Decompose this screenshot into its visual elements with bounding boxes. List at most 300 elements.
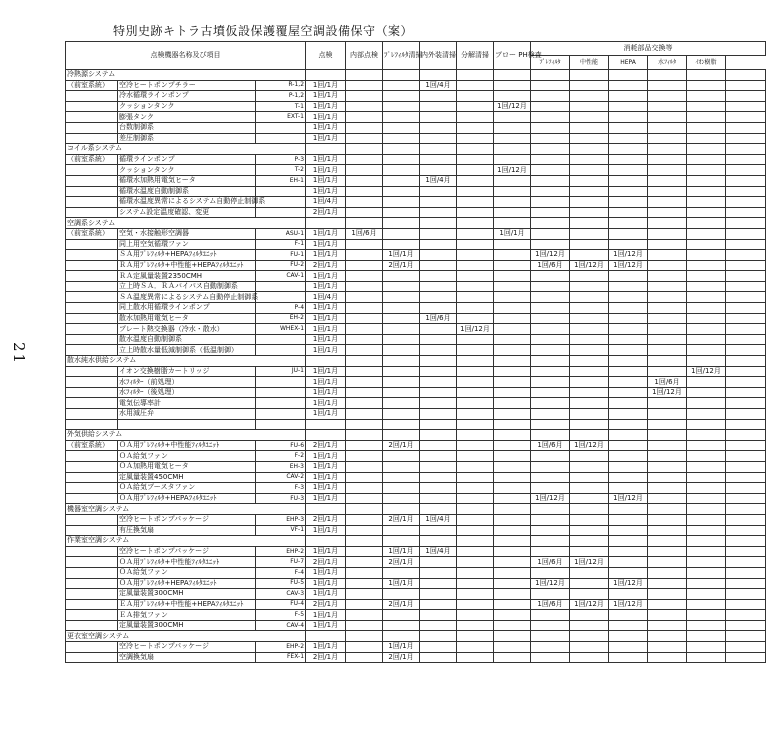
schedule-cell (420, 472, 457, 483)
schedule-cell (346, 175, 383, 186)
schedule-cell: 2回/1月 (383, 260, 420, 271)
schedule-cell (346, 525, 383, 536)
empty-cell (687, 430, 726, 441)
schedule-cell (648, 451, 687, 462)
schedule-cell (531, 546, 570, 557)
schedule-cell (457, 387, 494, 398)
item-label: 空調換気扇 (118, 652, 256, 663)
schedule-cell (570, 197, 609, 208)
schedule-cell (570, 483, 609, 494)
empty-cell (383, 536, 420, 547)
schedule-cell: 1回/12月 (531, 493, 570, 504)
schedule-cell: 2回/1月 (383, 652, 420, 663)
schedule-cell (494, 175, 531, 186)
table-row (66, 133, 766, 144)
schedule-cell (457, 271, 494, 282)
empty-cell (648, 144, 687, 155)
schedule-cell (494, 91, 531, 102)
empty-cell (494, 536, 531, 547)
schedule-cell (609, 101, 648, 112)
schedule-cell: 2回/1月 (306, 557, 346, 568)
empty-cell (531, 70, 570, 81)
schedule-cell (383, 80, 420, 91)
empty-cell (726, 281, 766, 292)
schedule-cell: 1回/4月 (420, 546, 457, 557)
schedule-cell (457, 525, 494, 536)
empty-cell (726, 101, 766, 112)
schedule-cell (383, 165, 420, 176)
item-label: 電気伝導率計 (118, 398, 256, 409)
schedule-cell (687, 228, 726, 239)
schedule-cell (494, 578, 531, 589)
item-label: ＳＡ用ﾌﾟﾚﾌｨﾙﾀ+HEPAﾌｨﾙﾀﾕﾆｯﾄ (118, 250, 256, 261)
item-code (256, 387, 306, 398)
table-row (66, 557, 766, 568)
schedule-cell (648, 366, 687, 377)
section-subtitle (66, 589, 118, 600)
schedule-cell (420, 250, 457, 261)
empty-cell (457, 430, 494, 441)
empty-cell (457, 70, 494, 81)
schedule-cell (306, 419, 346, 430)
schedule-cell (687, 377, 726, 388)
schedule-cell: 1回/1月 (306, 313, 346, 324)
item-label: ＯＡ用ﾌﾟﾚﾌｨﾙﾀ+HEPAﾌｨﾙﾀﾕﾆｯﾄ (118, 578, 256, 589)
section-subtitle (66, 165, 118, 176)
item-label: ＯＡ加熱用電気ヒータ (118, 461, 256, 472)
schedule-cell (648, 472, 687, 483)
schedule-cell (494, 525, 531, 536)
section-subtitle (66, 620, 118, 631)
empty-cell (306, 356, 346, 367)
schedule-cell (420, 366, 457, 377)
schedule-cell (420, 589, 457, 600)
schedule-cell: 2回/1月 (383, 514, 420, 525)
item-label: 有圧換気扇 (118, 525, 256, 536)
empty-cell (494, 144, 531, 155)
schedule-cell (383, 483, 420, 494)
schedule-cell (420, 409, 457, 420)
item-label: ＲＡ定風量装置2350CMH (118, 271, 256, 282)
schedule-cell (346, 599, 383, 610)
table-row (66, 578, 766, 589)
item-code: FEX-1 (256, 652, 306, 663)
empty-cell (726, 154, 766, 165)
schedule-cell (609, 186, 648, 197)
empty-cell (609, 631, 648, 642)
empty-cell (457, 144, 494, 155)
section-subtitle (66, 546, 118, 557)
schedule-cell (383, 620, 420, 631)
schedule-cell (570, 122, 609, 133)
schedule-cell (346, 652, 383, 663)
schedule-cell (346, 292, 383, 303)
schedule-cell (494, 652, 531, 663)
item-code: FU-6 (256, 440, 306, 451)
schedule-cell (494, 366, 531, 377)
schedule-cell (609, 567, 648, 578)
schedule-cell: 1回/6月 (648, 377, 687, 388)
schedule-cell (346, 567, 383, 578)
schedule-cell (494, 514, 531, 525)
item-label: プレート熱交換器（冷水・散水） (118, 324, 256, 335)
schedule-cell (494, 398, 531, 409)
schedule-cell: 1回/1月 (306, 610, 346, 621)
item-label: ＯＡ給気ブースタファン (118, 483, 256, 494)
section-subtitle (66, 303, 118, 314)
schedule-cell (494, 483, 531, 494)
schedule-cell (457, 80, 494, 91)
empty-cell (726, 70, 766, 81)
header-sub-prefilter: ﾌﾟﾚﾌｨﾙﾀ (531, 56, 570, 70)
table-row (66, 642, 766, 653)
table-row (66, 292, 766, 303)
schedule-cell (609, 366, 648, 377)
schedule-cell (457, 239, 494, 250)
empty-cell (648, 356, 687, 367)
empty-cell (420, 70, 457, 81)
empty-cell (306, 536, 346, 547)
schedule-cell (687, 91, 726, 102)
item-code: P-3 (256, 154, 306, 165)
schedule-cell: 1回/1月 (306, 620, 346, 631)
section-header-row (66, 144, 766, 155)
empty-cell (306, 218, 346, 229)
section-header-row (66, 356, 766, 367)
table-row (66, 165, 766, 176)
schedule-cell (420, 197, 457, 208)
schedule-cell (383, 472, 420, 483)
table-row (66, 271, 766, 282)
empty-cell (457, 631, 494, 642)
schedule-cell: 1回/1月 (306, 80, 346, 91)
schedule-cell (609, 239, 648, 250)
schedule-cell (531, 514, 570, 525)
table-row (66, 250, 766, 261)
schedule-cell (531, 377, 570, 388)
schedule-cell: 1回/1月 (306, 578, 346, 589)
schedule-cell: 1回/1月 (383, 578, 420, 589)
empty-cell (726, 409, 766, 420)
empty-cell (726, 122, 766, 133)
item-label: ＥＡ用ﾌﾟﾚﾌｨﾙﾀ+中性能+HEPAﾌｨﾙﾀﾕﾆｯﾄ (118, 599, 256, 610)
schedule-cell (570, 228, 609, 239)
schedule-cell (570, 345, 609, 356)
schedule-cell (494, 207, 531, 218)
schedule-cell (494, 324, 531, 335)
schedule-cell (531, 207, 570, 218)
schedule-cell (687, 525, 726, 536)
schedule-cell (609, 461, 648, 472)
item-label: 定風量装置300CMH (118, 620, 256, 631)
schedule-cell (570, 112, 609, 123)
item-label: ＯＡ用ﾌﾟﾚﾌｨﾙﾀ+中性能ﾌｨﾙﾀﾕﾆｯﾄ (118, 440, 256, 451)
schedule-cell (531, 186, 570, 197)
item-label: 空冷ヒートポンプパッケージ (118, 546, 256, 557)
schedule-cell (531, 197, 570, 208)
schedule-cell: 1回/1月 (306, 324, 346, 335)
schedule-cell (457, 197, 494, 208)
schedule-cell (570, 546, 609, 557)
header-internal: 内部点検 (346, 42, 383, 70)
empty-cell (726, 620, 766, 631)
schedule-cell (687, 578, 726, 589)
schedule-cell (383, 493, 420, 504)
schedule-cell (648, 461, 687, 472)
item-code: FU-7 (256, 557, 306, 568)
schedule-cell: 1回/1月 (306, 451, 346, 462)
schedule-cell (346, 461, 383, 472)
section-subtitle (66, 186, 118, 197)
schedule-cell (420, 271, 457, 282)
schedule-cell (687, 652, 726, 663)
schedule-cell: 1回/1月 (306, 281, 346, 292)
schedule-cell: 1回/1月 (383, 546, 420, 557)
schedule-cell (570, 165, 609, 176)
schedule-cell (531, 387, 570, 398)
empty-cell (609, 70, 648, 81)
schedule-cell (570, 303, 609, 314)
schedule-cell (457, 440, 494, 451)
schedule-cell: 1回/1月 (306, 334, 346, 345)
schedule-cell (346, 154, 383, 165)
schedule-cell (648, 440, 687, 451)
empty-cell (726, 80, 766, 91)
schedule-cell (648, 281, 687, 292)
item-label: 空気・水接触形空調器 (118, 228, 256, 239)
schedule-cell (531, 366, 570, 377)
schedule-cell (383, 419, 420, 430)
item-label: 定風量装置450CMH (118, 472, 256, 483)
schedule-cell (570, 154, 609, 165)
item-code: T-2 (256, 165, 306, 176)
section-title: 冷熱源システム (66, 70, 306, 81)
schedule-cell (648, 313, 687, 324)
item-code (256, 122, 306, 133)
schedule-cell (648, 197, 687, 208)
schedule-cell (457, 292, 494, 303)
empty-cell (494, 631, 531, 642)
schedule-cell: 1回/1月 (306, 461, 346, 472)
schedule-cell (346, 377, 383, 388)
table-row (66, 652, 766, 663)
schedule-cell: 1回/1月 (306, 122, 346, 133)
schedule-cell (570, 451, 609, 462)
schedule-cell: 1回/4月 (420, 514, 457, 525)
schedule-cell (609, 483, 648, 494)
item-code: FU-5 (256, 578, 306, 589)
schedule-cell (457, 228, 494, 239)
schedule-cell (531, 303, 570, 314)
schedule-cell (346, 91, 383, 102)
schedule-cell (494, 154, 531, 165)
schedule-cell (570, 578, 609, 589)
empty-cell (726, 610, 766, 621)
item-label (118, 419, 256, 430)
empty-cell (726, 461, 766, 472)
schedule-cell (494, 292, 531, 303)
schedule-cell (346, 440, 383, 451)
schedule-cell (383, 313, 420, 324)
empty-cell (687, 70, 726, 81)
schedule-cell (457, 377, 494, 388)
item-code (256, 409, 306, 420)
empty-cell (726, 366, 766, 377)
schedule-cell (648, 271, 687, 282)
schedule-cell: 1回/1月 (306, 472, 346, 483)
schedule-cell: 2回/1月 (383, 440, 420, 451)
schedule-cell (609, 398, 648, 409)
section-subtitle (66, 324, 118, 335)
schedule-cell (420, 599, 457, 610)
table-row (66, 398, 766, 409)
schedule-cell (457, 165, 494, 176)
schedule-cell (346, 281, 383, 292)
schedule-cell (420, 101, 457, 112)
schedule-cell (457, 122, 494, 133)
schedule-cell (609, 652, 648, 663)
schedule-cell (494, 260, 531, 271)
schedule-cell (346, 186, 383, 197)
schedule-cell (687, 186, 726, 197)
empty-cell (346, 144, 383, 155)
empty-cell (420, 144, 457, 155)
table-row (66, 567, 766, 578)
schedule-cell: 1回/1月 (306, 91, 346, 102)
schedule-cell (609, 197, 648, 208)
empty-cell (570, 356, 609, 367)
empty-cell (609, 536, 648, 547)
schedule-cell (648, 419, 687, 430)
schedule-cell (494, 112, 531, 123)
schedule-cell (648, 228, 687, 239)
empty-cell (306, 631, 346, 642)
schedule-cell (687, 461, 726, 472)
schedule-cell (609, 525, 648, 536)
schedule-cell (648, 175, 687, 186)
section-subtitle (66, 557, 118, 568)
schedule-cell (687, 387, 726, 398)
section-subtitle (66, 409, 118, 420)
schedule-cell (570, 80, 609, 91)
item-code: FU-4 (256, 599, 306, 610)
schedule-cell: 1回/1月 (383, 250, 420, 261)
item-label: 膨張タンク (118, 112, 256, 123)
section-subtitle (66, 281, 118, 292)
schedule-cell (346, 493, 383, 504)
empty-cell (648, 504, 687, 515)
schedule-cell (648, 599, 687, 610)
empty-cell (648, 70, 687, 81)
schedule-cell (648, 578, 687, 589)
section-title: 機器室空調システム (66, 504, 306, 515)
schedule-cell (531, 175, 570, 186)
item-code: CAV-1 (256, 271, 306, 282)
section-title: 作業室空調システム (66, 536, 306, 547)
schedule-cell: 1回/1月 (306, 175, 346, 186)
schedule-cell (383, 186, 420, 197)
schedule-cell (609, 324, 648, 335)
empty-cell (457, 356, 494, 367)
schedule-cell (687, 154, 726, 165)
empty-cell (687, 356, 726, 367)
empty-cell (726, 631, 766, 642)
schedule-cell (494, 557, 531, 568)
item-label: 定風量装置300CMH (118, 589, 256, 600)
empty-cell (531, 356, 570, 367)
schedule-cell (531, 239, 570, 250)
table-row (66, 239, 766, 250)
item-label: 同上用空気循環ファン (118, 239, 256, 250)
empty-cell (726, 207, 766, 218)
schedule-cell (383, 334, 420, 345)
header-consumables: 消耗部品交換等 (531, 42, 766, 56)
schedule-cell (383, 207, 420, 218)
item-label: 水ﾌｨﾙﾀｰ（前処理） (118, 377, 256, 388)
schedule-cell (609, 546, 648, 557)
schedule-cell (494, 345, 531, 356)
schedule-cell (383, 197, 420, 208)
schedule-cell (494, 334, 531, 345)
section-subtitle (66, 175, 118, 186)
schedule-cell (609, 409, 648, 420)
schedule-cell (420, 334, 457, 345)
schedule-cell (494, 250, 531, 261)
schedule-cell (420, 578, 457, 589)
schedule-cell: 1回/1月 (306, 186, 346, 197)
item-code: R-1,2 (256, 80, 306, 91)
schedule-cell (648, 483, 687, 494)
empty-cell (346, 631, 383, 642)
empty-cell (494, 504, 531, 515)
section-header-row (66, 631, 766, 642)
item-label: クッションタンク (118, 165, 256, 176)
schedule-cell (420, 483, 457, 494)
section-subtitle (66, 525, 118, 536)
schedule-cell (383, 112, 420, 123)
item-code (256, 292, 306, 303)
schedule-cell (609, 377, 648, 388)
schedule-cell (687, 419, 726, 430)
schedule-cell (420, 377, 457, 388)
item-code: F-4 (256, 567, 306, 578)
schedule-cell (648, 345, 687, 356)
section-subtitle: （前室系統） (66, 80, 118, 91)
schedule-cell (531, 334, 570, 345)
schedule-cell (383, 324, 420, 335)
schedule-cell (494, 589, 531, 600)
section-subtitle (66, 271, 118, 282)
schedule-cell (420, 165, 457, 176)
schedule-cell: 1回/12月 (531, 250, 570, 261)
schedule-cell: 1回/1月 (306, 387, 346, 398)
empty-cell (726, 197, 766, 208)
schedule-cell (648, 239, 687, 250)
schedule-cell (494, 440, 531, 451)
schedule-cell (383, 345, 420, 356)
schedule-cell (457, 567, 494, 578)
schedule-cell (346, 610, 383, 621)
table-row (66, 80, 766, 91)
empty-cell (609, 504, 648, 515)
schedule-cell (383, 451, 420, 462)
empty-cell (494, 430, 531, 441)
document-title: 特別史跡キトラ古墳仮設保護覆屋空調設備保守（案） (113, 24, 414, 38)
empty-cell (726, 144, 766, 155)
empty-cell (726, 271, 766, 282)
item-label: 空冷ヒートポンプパッケージ (118, 642, 256, 653)
empty-cell (609, 144, 648, 155)
